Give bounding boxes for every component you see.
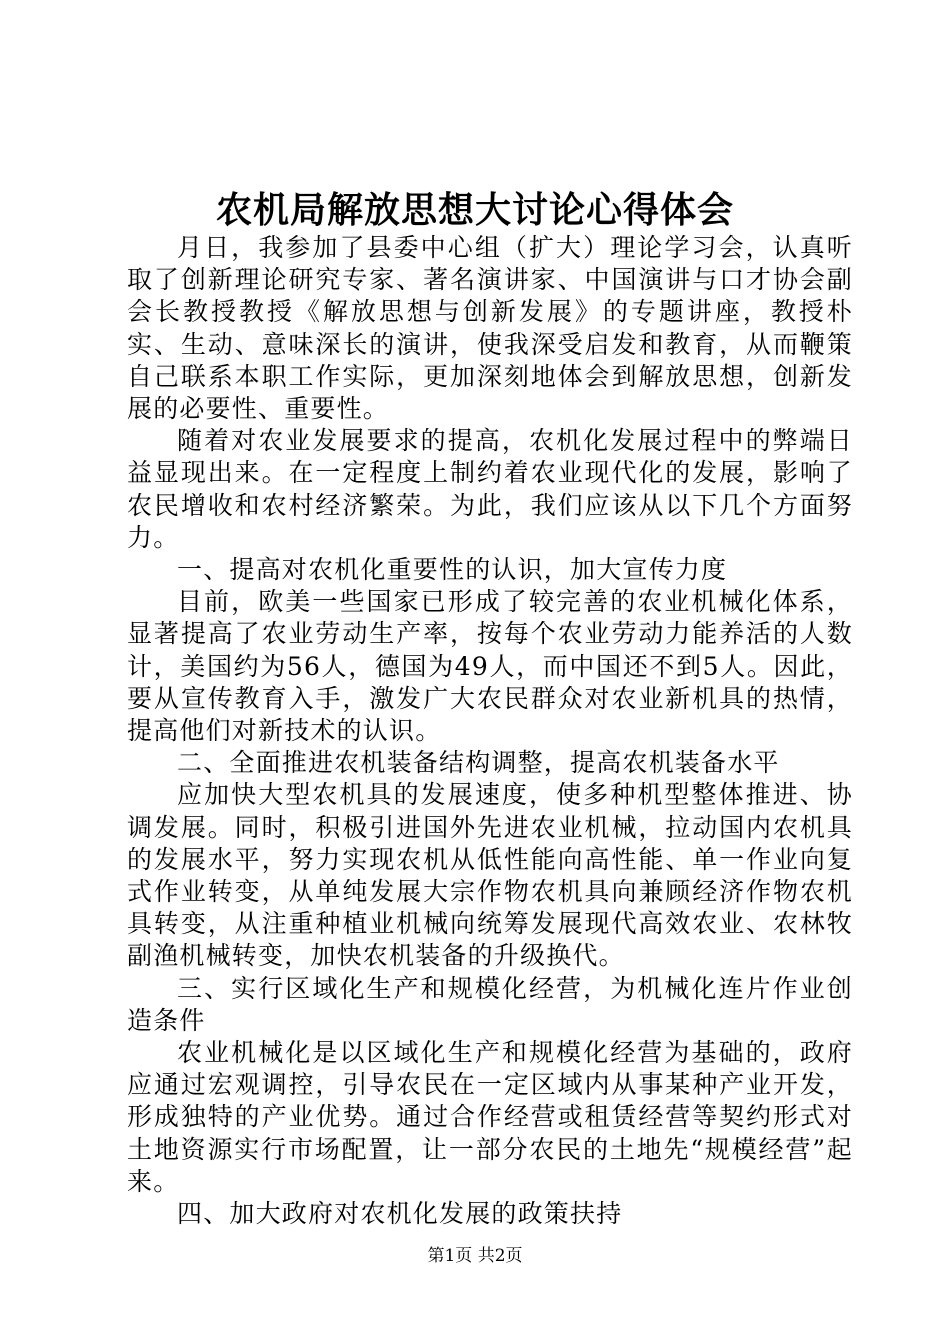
background-paragraph: 随着对农业发展要求的提高，农机化发展过程中的弊端日益显现出来。在一定程度上制约着农业现代化的发展，影响了农民增收和农村经济繁荣。为此，我们应该从以下几个方面努力。 <box>127 426 853 552</box>
section-heading-3: 三、实行区域化生产和规模化经营，为机械化连片作业创造条件 <box>127 973 853 1035</box>
intro-paragraph: 月日，我参加了县委中心组（扩大）理论学习会，认真听取了创新理论研究专家、著名演讲家、中国演讲与口才协会副会长教授教授《解放思想与创新发展》的专题讲座，教授朴实、生动、意味深长的演讲，使我深受启发和教育，从而鞭策自己联系本职工作实际，更加深刻地体会到解放思想，创新发展的必要性、重要性。 <box>127 233 853 424</box>
section-paragraph-3: 农业机械化是以区域化生产和规模化经营为基础的，政府应通过宏观调控，引导农民在一定区域内从事某种产业开发，形成独特的产业优势。通过合作经营或租赁经营等契约形式对土地资源实行市场配置，让一部分农民的土地先“规模经营”起来。 <box>127 1038 853 1196</box>
page-number-footer: 第1页 共2页 <box>427 1246 523 1266</box>
document-title: 农机局解放思想大讨论心得体会 <box>215 189 734 231</box>
section-heading-4: 四、加大政府对农机化发展的政策扶持 <box>177 1199 623 1229</box>
section-heading-1: 一、提高对农机化重要性的认识，加大宣传力度 <box>177 555 728 585</box>
section-paragraph-2: 应加快大型农机具的发展速度，使多种机型整体推进、协调发展。同时，积极引进国外先进农业机械，拉动国内农机具的发展水平，努力实现农机从低性能向高性能、单一作业向复式作业转变，从单纯发展大宗作物农机具向兼顾经济作物农机具转变，从注重种植业机械向统筹发展现代高效农业、农林牧副渔机械转变，加快农机装备的升级换代。 <box>127 780 853 971</box>
section-heading-2: 二、全面推进农机装备结构调整，提高农机装备水平 <box>177 748 780 778</box>
section-paragraph-1: 目前，欧美一些国家已形成了较完善的农业机械化体系，显著提高了农业劳动生产率，按每个农业劳动力能养活的人数计，美国约为56人，德国为49人，而中国还不到5人。因此，要从宣传教育入手，激发广大农民群众对农业新机具的热情，提高他们对新技术的认识。 <box>127 587 853 746</box>
document-body <box>127 232 853 1230</box>
